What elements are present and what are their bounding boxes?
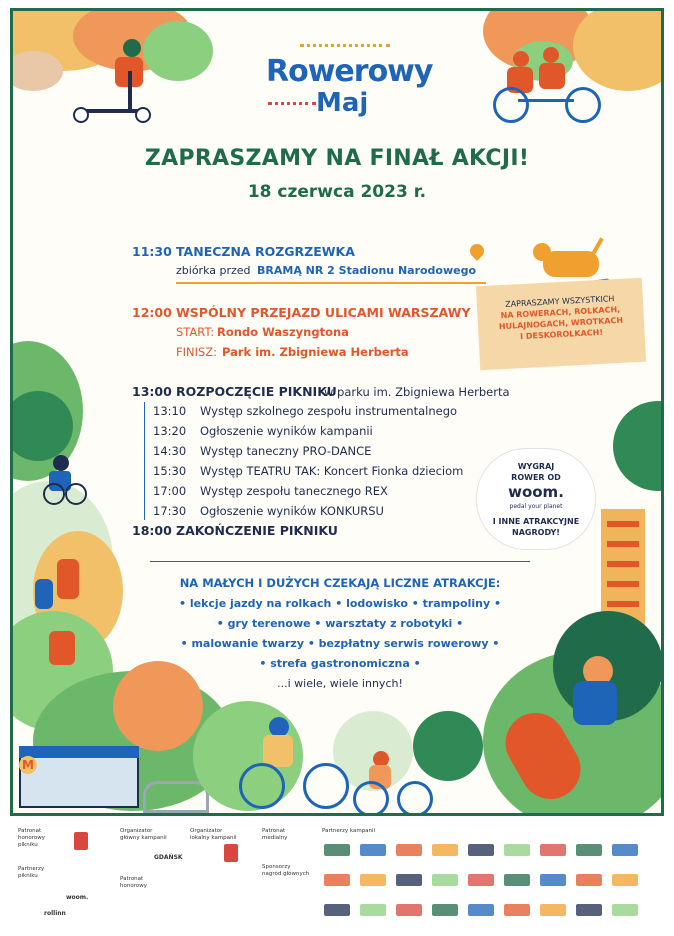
ride-finish-label: FINISZ: — [176, 345, 218, 359]
partner-logo — [540, 844, 566, 856]
schedule-item-time: 17:00 — [153, 484, 187, 498]
logo-line-2: Maj — [316, 88, 369, 118]
label-partnerzy-pikniku: Partnerzy pikniku — [18, 866, 45, 879]
ride-title: WSPÓLNY PRZEJAZD ULICAMI WARSZAWY — [176, 305, 471, 320]
warmup-time: 11:30 — [132, 244, 172, 259]
attractions-line-4: • strefa gastronomiczna • — [259, 657, 421, 670]
label-patronat-medialny: Patronat medialny — [262, 828, 288, 841]
gdansk-logo: GDAŃSK — [154, 854, 183, 861]
label-organizator-lokalny: Organizator lokalny kampanii — [190, 828, 237, 841]
partner-logo — [432, 844, 458, 856]
partner-logo — [612, 844, 638, 856]
warsaw-crest-icon-2 — [224, 844, 238, 862]
rollinn-logo: rollinn — [44, 910, 66, 917]
partner-logo — [468, 844, 494, 856]
attractions-line-2: • gry terenowe • warsztaty z robotyki • — [216, 617, 464, 630]
partner-logo — [612, 874, 638, 886]
warmup-sub-prefix: zbiórka przed — [176, 264, 251, 277]
partner-logo — [360, 904, 386, 916]
partner-logo — [360, 874, 386, 886]
attractions-line-5: ...i wiele, wiele innych! — [277, 677, 403, 690]
partner-logo — [576, 904, 602, 916]
note-line-2: NA ROWERACH, ROLKACH, — [500, 304, 621, 321]
ride-finish-place: Park im. Zbigniewa Herberta — [222, 345, 409, 359]
note-line-4: I DESKOROLKACH! — [519, 327, 604, 342]
label-patronat-honorowy-2: Patronat honorowy — [120, 876, 147, 889]
ride-time: 12:00 — [132, 305, 172, 320]
rowerowy-maj-logo — [258, 40, 433, 120]
schedule-item-text: Występ taneczny PRO-DANCE — [200, 444, 372, 458]
chain-decoration-2 — [268, 102, 316, 111]
partner-logo — [540, 904, 566, 916]
partner-logo — [396, 874, 422, 886]
event-date: 18 czerwca 2023 r. — [247, 182, 427, 202]
bubble-line-4: NAGRODY! — [512, 528, 560, 537]
partner-logo — [468, 904, 494, 916]
woom-small-logo: woom. — [66, 894, 89, 901]
partner-logo — [396, 844, 422, 856]
headline: ZAPRASZAMY NA FINAŁ AKCJI! — [144, 146, 530, 171]
label-patronat-honorowy: Patronat honorowy pikniku — [18, 828, 45, 848]
schedule-item-text: Ogłoszenie wyników kampanii — [200, 424, 373, 438]
partner-logo — [324, 904, 350, 916]
picnic-title: ROZPOCZĘCIE PIKNIKU — [176, 384, 337, 399]
partner-logo — [504, 904, 530, 916]
partner-logo — [324, 844, 350, 856]
label-partnerzy-kampanii: Partnerzy kampanii — [322, 828, 376, 834]
attractions-line-3: • malowanie twarzy • bezpłatny serwis rowerowy • — [180, 637, 500, 650]
attractions-heading: NA MAŁYCH I DUŻYCH CZEKAJĄ LICZNE ATRAKCJE: — [179, 576, 501, 590]
note-line-1: ZAPRASZAMY WSZYSTKICH — [504, 294, 615, 309]
partner-logo — [324, 874, 350, 886]
ride-start-place: Rondo Waszyngtona — [217, 325, 349, 339]
logo-line-1: Rowerowy — [266, 54, 433, 89]
schedule-timeline-line — [144, 402, 145, 520]
attractions-divider — [150, 561, 530, 562]
schedule-item-time: 13:10 — [153, 404, 187, 418]
partner-logo — [576, 844, 602, 856]
prize-bubble — [476, 448, 596, 550]
schedule-item-time: 14:30 — [153, 444, 187, 458]
invitation-note — [476, 278, 646, 371]
partner-logo — [504, 874, 530, 886]
partner-logo — [468, 874, 494, 886]
woom-tagline: pedal your planet — [509, 503, 563, 510]
warmup-title: TANECZNA ROZGRZEWKA — [176, 244, 355, 259]
schedule-item-time: 17:30 — [153, 504, 187, 518]
picnic-time: 13:00 — [132, 384, 172, 399]
woom-logo: woom. — [508, 483, 564, 501]
partner-logo — [540, 874, 566, 886]
bubble-line-1: WYGRAJ — [517, 462, 555, 471]
schedule-item-text: Ogłoszenie wyników KONKURSU — [200, 504, 384, 518]
schedule-item-text: Występ szkolnego zespołu instrumentalnego — [200, 404, 458, 418]
schedule-item-text: Występ zespołu tanecznego REX — [200, 484, 388, 498]
bubble-line-3: I INNE ATRAKCYJNE — [492, 517, 580, 526]
label-organizator-glowny: Organizator główny kampanii — [120, 828, 167, 841]
partner-logo — [432, 874, 458, 886]
poster-frame: M — [10, 8, 664, 816]
end-time: 18:00 — [132, 523, 172, 538]
partner-logo — [396, 904, 422, 916]
end-title: ZAKOŃCZENIE PIKNIKU — [176, 523, 338, 538]
note-line-3: HULAJNOGACH, WROTKACH — [498, 315, 624, 332]
attractions-line-1: • lekcje jazdy na rolkach • lodowisko • trampoliny • — [179, 597, 501, 610]
label-sponsorzy: Sponsorzy nagród głównych — [262, 864, 310, 877]
partner-logo — [612, 904, 638, 916]
bubble-line-2: ROWER OD — [511, 473, 561, 482]
warsaw-crest-icon — [74, 832, 88, 850]
partner-logo — [504, 844, 530, 856]
picnic-place: w parku im. Zbigniewa Herberta — [324, 385, 510, 399]
schedule-item-time: 13:20 — [153, 424, 187, 438]
schedule-item-time: 15:30 — [153, 464, 187, 478]
partner-logo — [576, 874, 602, 886]
schedule-item-text: Występ TEATRU TAK: Koncert Fionka dzieciom — [200, 464, 464, 478]
sponsors-strip — [10, 818, 664, 934]
ride-start-label: START: — [176, 325, 215, 339]
partner-logo — [432, 904, 458, 916]
underline-decoration — [176, 282, 486, 284]
partner-logo — [360, 844, 386, 856]
warmup-place: BRAMĄ NR 2 Stadionu Narodowego — [257, 264, 477, 277]
